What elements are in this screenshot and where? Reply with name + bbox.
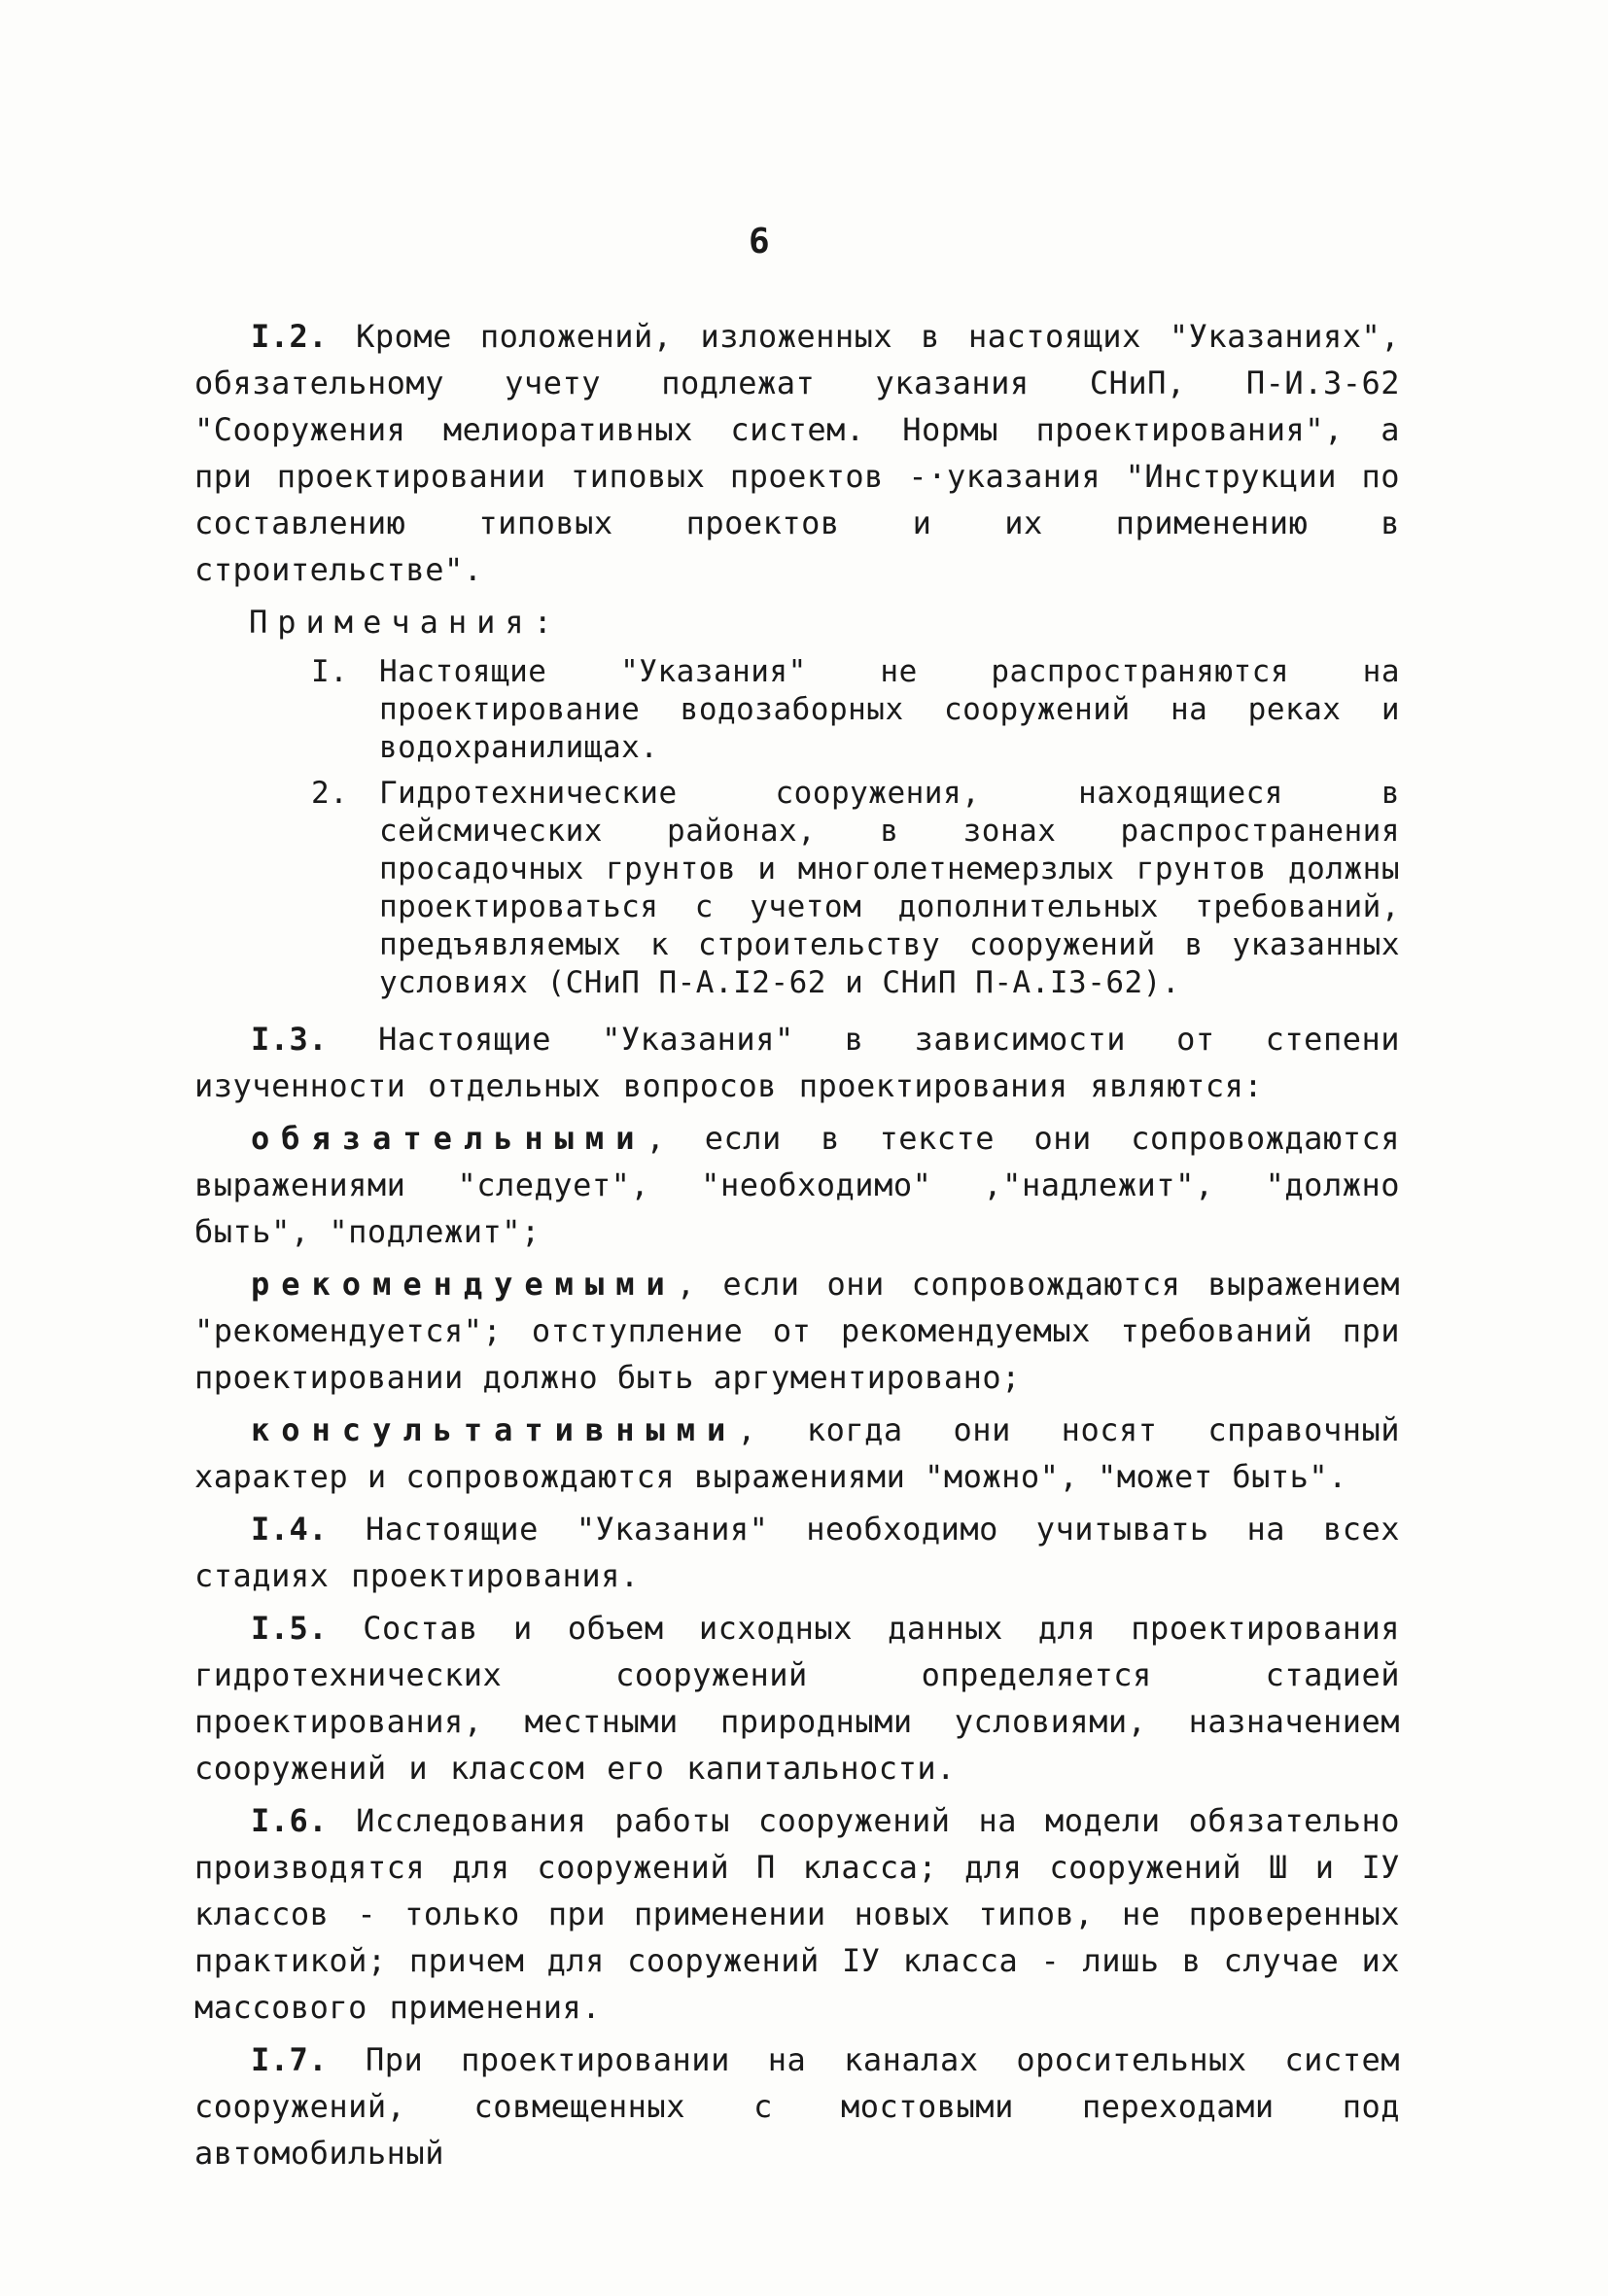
paragraph-text: Кроме положений, изложенных в настоящих "Указаниях", обязательному учету подлежат указания СНиП, П-И.3-62 "Сооружения мелиоративных систем. Нормы проектирования", а при проектировании типовых проектов -·указания "Инструкции по составлению типовых проектов и их применению в строительстве". xyxy=(194,318,1401,588)
note-number: I. xyxy=(311,654,349,689)
paragraph-1-4 xyxy=(194,1506,1400,1599)
requirement-level-mandatory xyxy=(194,1115,1400,1255)
level-term: рекомендуемыми xyxy=(251,1266,677,1303)
section-number: I.6. xyxy=(251,1802,329,1839)
notes-heading: Примечания: xyxy=(249,604,562,641)
section-number: I.5. xyxy=(251,1610,329,1647)
note-text: Настоящие "Указания" не распространяются на проектирование водозаборных сооружений на реках и водохранилищах. xyxy=(379,654,1400,765)
requirement-level-recommended xyxy=(194,1261,1400,1401)
level-text: , если в тексте они сопровождаются выражениями "следует", "необходимо" ,"надлежит", "должно быть", "подлежит"; xyxy=(194,1120,1400,1250)
section-number: I.4. xyxy=(251,1511,329,1548)
paragraph-text: При проектировании на каналах оросительных систем сооружений, совмещенных с мостовыми переходами под автомобильный xyxy=(194,2041,1400,2172)
paragraph-1-5 xyxy=(194,1605,1400,1792)
paragraph-1-2 xyxy=(194,313,1400,593)
notes-list xyxy=(194,653,1400,1002)
paragraph-1-3 xyxy=(194,1016,1400,1109)
level-text: , когда они носят справочный характер и сопровождаются выражениями "можно", "может быть". xyxy=(194,1411,1400,1495)
paragraph-1-6 xyxy=(194,1797,1400,2031)
paragraph-text: Состав и объем исходных данных для проектирования гидротехнических сооружений определяется стадией проектирования, местными природными условиями, назначением сооружений и классом его капитальности. xyxy=(194,1610,1401,1787)
level-term: обязательными xyxy=(251,1120,647,1157)
paragraph-text: Настоящие "Указания" в зависимости от степени изученности отдельных вопросов проектирования являются: xyxy=(194,1021,1401,1104)
note-number: 2. xyxy=(311,776,349,811)
note-text: Гидротехнические сооружения, находящиеся в сейсмических районах, в зонах распространения просадочных грунтов и многолетнемерзлых грунтов должны проектироваться с учетом дополнительных требований, предъявляемых к строительству сооружений в указанных условиях (СНиП П-А.I2-62 и СНиП П-А.I3-62). xyxy=(379,776,1400,1000)
section-number: I.2. xyxy=(251,318,329,355)
level-text: , если они сопровождаются выражением "рекомендуется"; отступление от рекомендуемых требований при проектировании должно быть аргументировано; xyxy=(194,1266,1400,1396)
note-item xyxy=(194,653,1400,767)
paragraph-text: Исследования работы сооружений на модели обязательно производятся для сооружений П класса; для сооружений Ш и IУ классов - только при применении новых типов, не проверенных практикой; причем для сооружений IУ класса - лишь в случае их массового применения. xyxy=(194,1802,1401,2026)
level-term: консультативными xyxy=(251,1411,738,1448)
note-item xyxy=(194,775,1400,1002)
document-body xyxy=(194,313,1400,2182)
requirement-level-advisory xyxy=(194,1407,1400,1500)
paragraph-text: Настоящие "Указания" необходимо учитывать на всех стадиях проектирования. xyxy=(194,1511,1400,1594)
paragraph-1-7 xyxy=(194,2036,1400,2176)
page-number: 6 xyxy=(749,222,770,261)
section-number: I.7. xyxy=(251,2041,329,2078)
section-number: I.3. xyxy=(251,1021,329,1058)
